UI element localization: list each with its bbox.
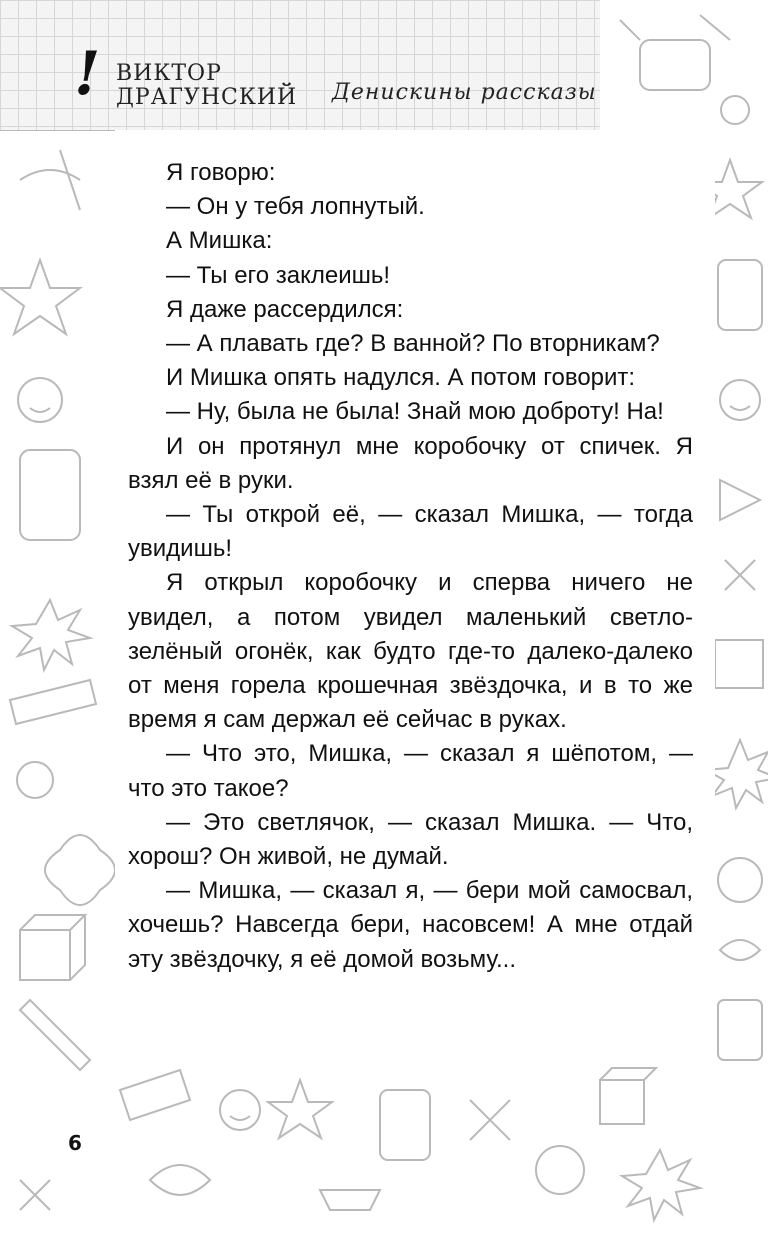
paragraph: — Он у тебя лопнутый. xyxy=(166,193,425,221)
paragraph: А Мишка: xyxy=(166,227,273,255)
paragraph: — Мишка, — сказал я, — бери мой самосвал, хочешь? Навсегда бери, насовсем! А мне отдай эту звёздочку, я её домой возьму... xyxy=(128,877,693,973)
author-last-name: ДРАГУНСКИЙ xyxy=(116,85,298,110)
paragraph: Я даже рассердился: xyxy=(166,295,404,323)
pencil-doodle xyxy=(20,1000,90,1070)
smiley-doodle xyxy=(18,378,62,422)
star-doodle xyxy=(0,260,80,334)
flower-doodle xyxy=(45,835,115,905)
cube-doodle xyxy=(20,930,70,980)
body-text xyxy=(128,156,693,977)
paragraph: — Ты открой её, — сказал Мишка, — тогда увидишь! xyxy=(128,501,693,563)
burst-doodle xyxy=(12,600,90,670)
author-name xyxy=(116,62,297,110)
paragraph: Я говорю: xyxy=(166,159,276,186)
page-number: 6 xyxy=(68,1131,82,1155)
exclamation-mark: ! xyxy=(74,39,101,109)
paragraph: — Что это, Мишка, — сказал я шёпотом, — что это такое? xyxy=(128,740,693,802)
page-header xyxy=(0,0,768,135)
phone-doodle xyxy=(20,450,80,540)
paragraph: Я открыл коробочку и сперва ничего не увидел, а потом увидел маленький светло-зелёный огонёк, как будто где-то далеко-далеко от меня горела крошечная звёздочка, и в то же время я сам держал её сейчас в руках. xyxy=(128,569,693,734)
paragraph: — Ну, была не была! Знай мою доброту! На! xyxy=(166,398,664,426)
paragraph: И он протянул мне коробочку от спичек. Я взял её в руки. xyxy=(128,432,693,494)
paragraph: — Это светлячок, — сказал Мишка. — Что, хорош? Он живой, не думай. xyxy=(128,808,693,871)
ruler-doodle xyxy=(10,680,96,724)
paragraph: И Мишка опять надулся. А потом говорит: xyxy=(166,364,636,392)
book-title: Денискины рассказы xyxy=(332,80,597,105)
paragraph: — А плавать где? В ванной? По вторникам? xyxy=(166,330,660,358)
paragraph: — Ты его заклеишь! xyxy=(166,261,391,289)
author-first-name: ВИКТОР xyxy=(116,61,222,86)
